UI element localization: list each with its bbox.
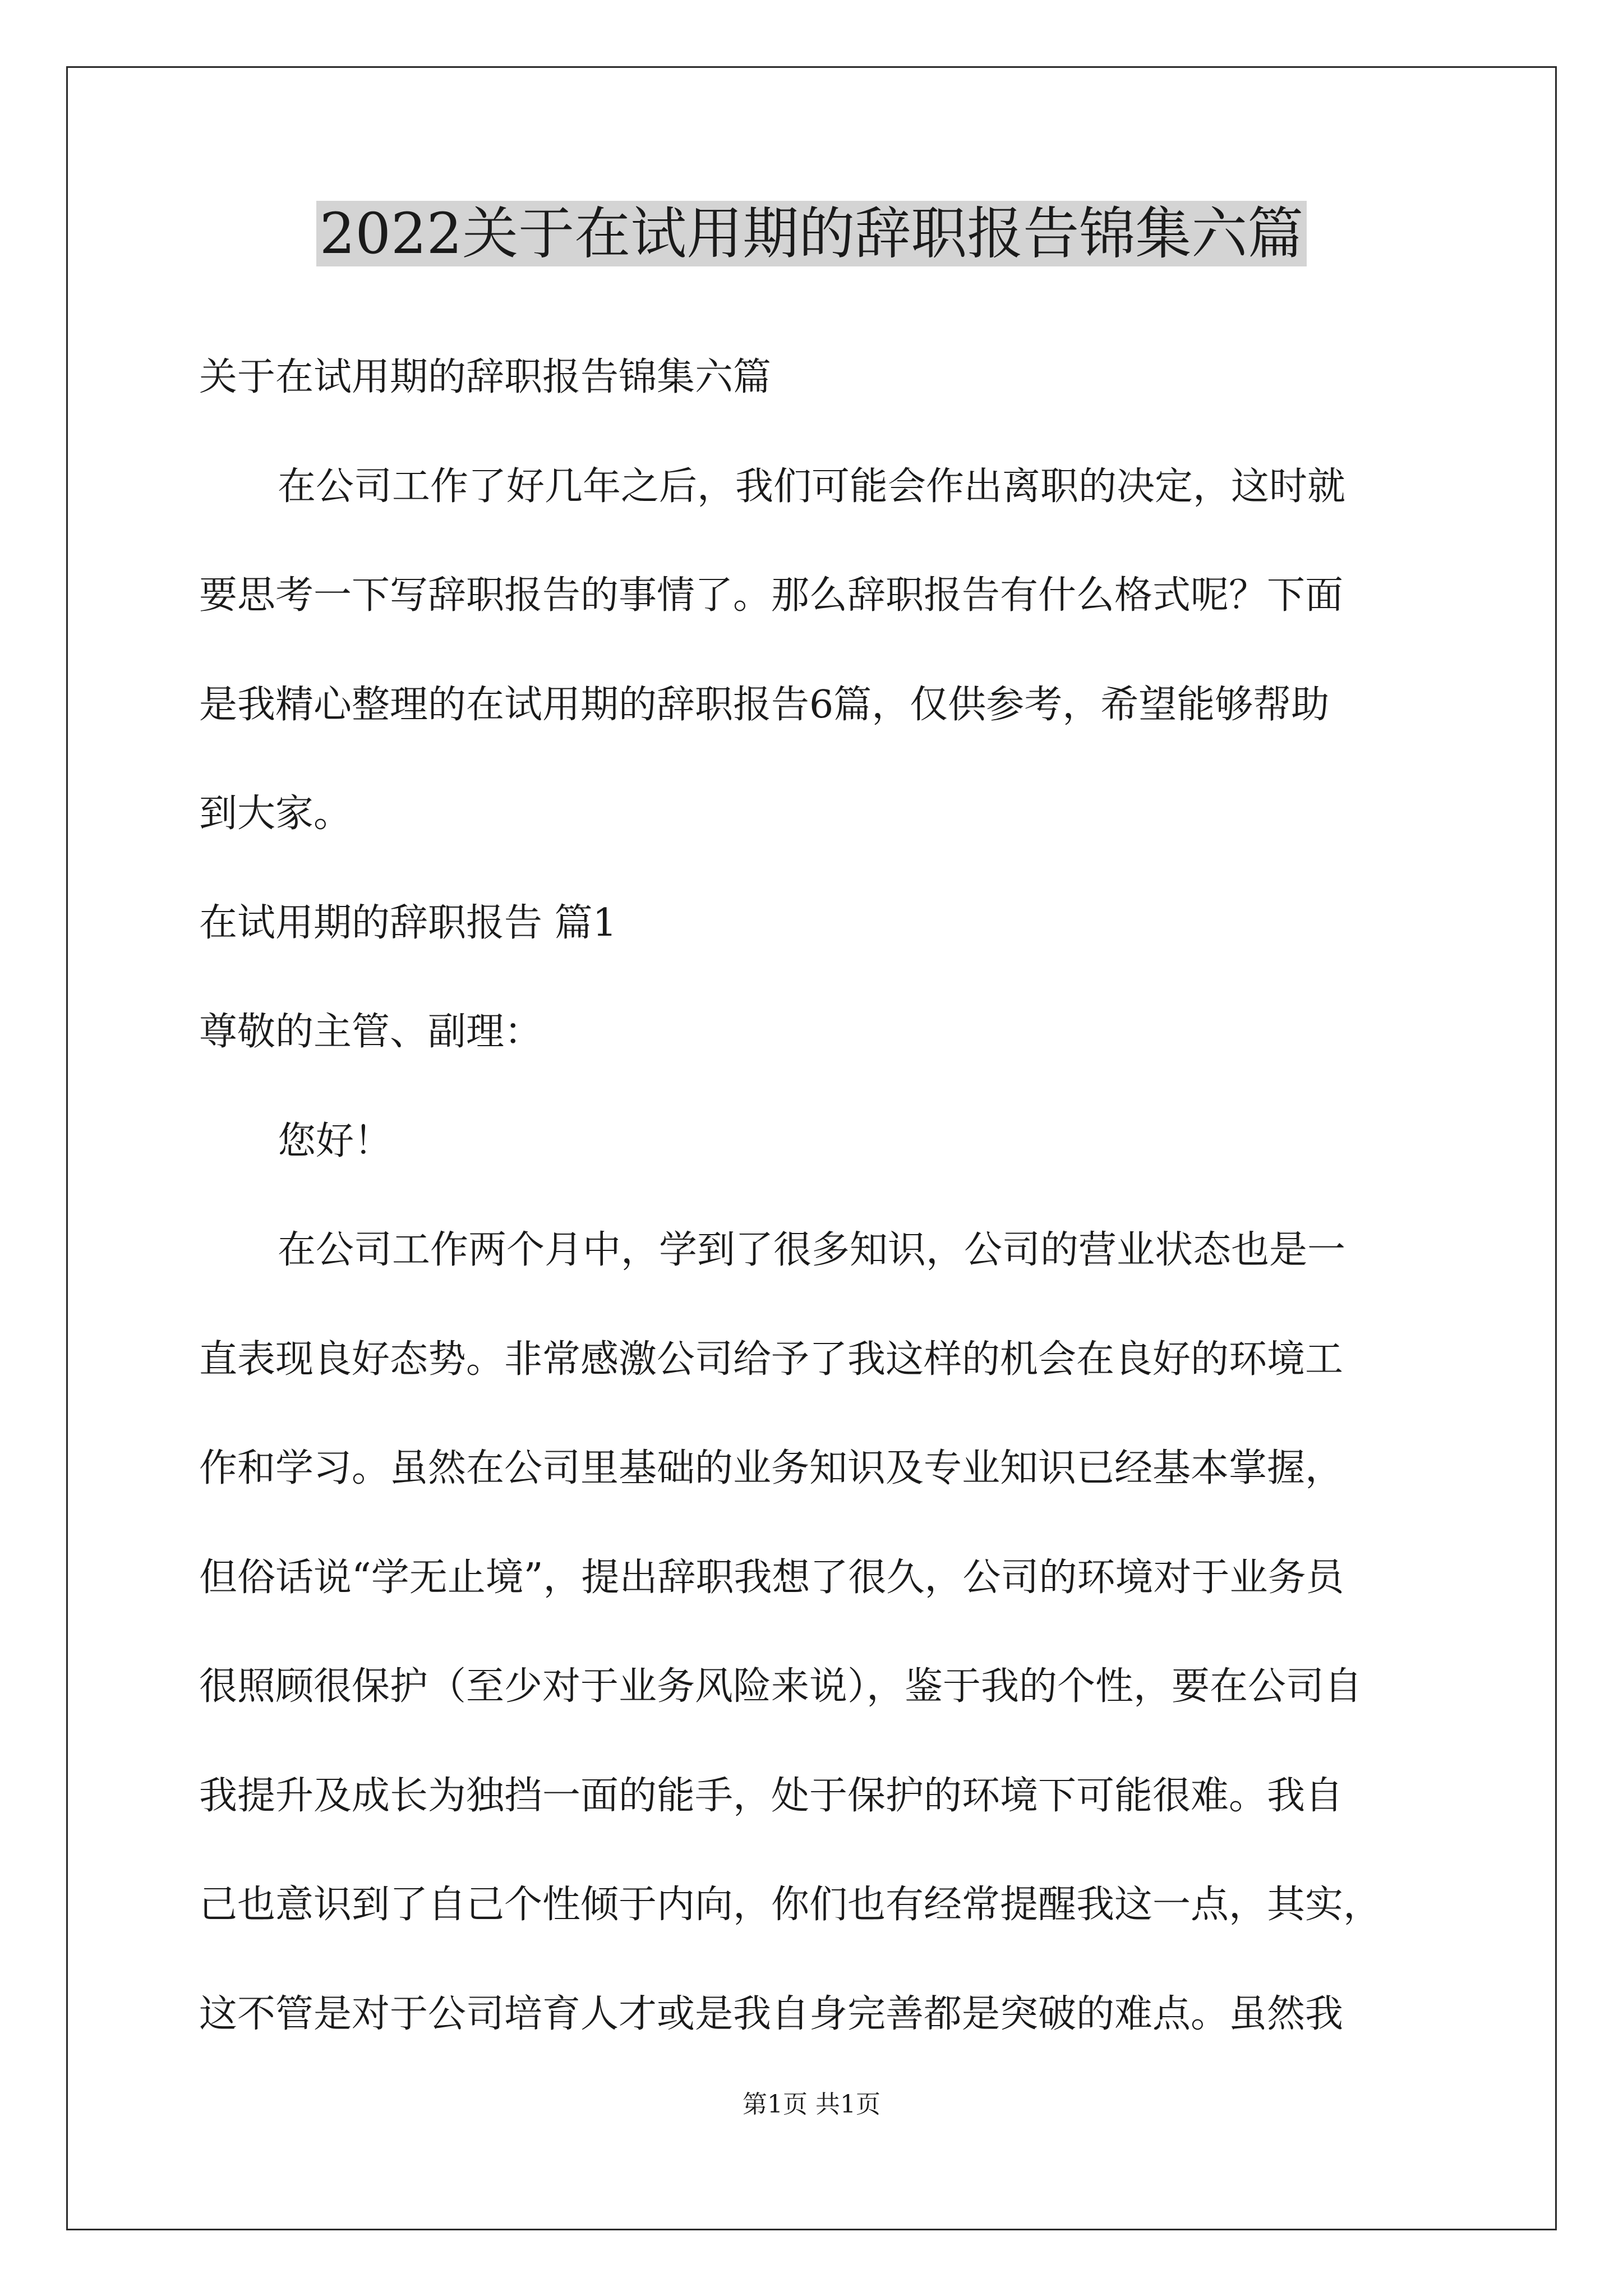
salutation: 尊敬的主管、副理： (199, 1010, 543, 1054)
section-heading: 在试用期的辞职报告 篇1 (199, 901, 617, 945)
body-line-6: 我提升及成长为独挡一面的能手，处于保护的环境下可能很难。我自 (199, 1774, 1344, 1818)
document-title-text: 2022关于在试用期的辞职报告锦集六篇 (316, 201, 1307, 266)
greeting: 您好！ (278, 1119, 393, 1163)
document-subtitle: 关于在试用期的辞职报告锦集六篇 (199, 355, 772, 399)
page-footer: 第1页 共1页 (743, 2090, 880, 2119)
intro-line-2: 要思考一下写辞职报告的事情了。那么辞职报告有什么格式呢？下面 (199, 573, 1344, 618)
document-title (0, 197, 1623, 270)
body-line-8: 这不管是对于公司培育人才或是我自身完善都是突破的难点。虽然我 (199, 1992, 1344, 2036)
body-line-7: 己也意识到了自己个性倾于内向，你们也有经常提醒我这一点，其实， (199, 1883, 1382, 1927)
intro-line-1: 在公司工作了好几年之后，我们可能会作出离职的决定，这时就 (278, 464, 1346, 509)
body-line-4: 但俗话说“学无止境”，提出辞职我想了很久，公司的环境对于业务员 (199, 1556, 1344, 1600)
body-line-1: 在公司工作两个月中，学到了很多知识，公司的营业状态也是一 (278, 1228, 1346, 1272)
body-line-3: 作和学习。虽然在公司里基础的业务知识及专业知识已经基本掌握， (199, 1446, 1344, 1490)
intro-line-3: 是我精心整理的在试用期的辞职报告6篇，仅供参考，希望能够帮助 (199, 683, 1330, 727)
body-line-2: 直表现良好态势。非常感激公司给予了我这样的机会在良好的环境工 (199, 1337, 1344, 1382)
body-line-5: 很照顾很保护（至少对于业务风险来说），鉴于我的个性，要在公司自 (199, 1664, 1363, 1709)
intro-line-4: 到大家。 (199, 792, 352, 836)
